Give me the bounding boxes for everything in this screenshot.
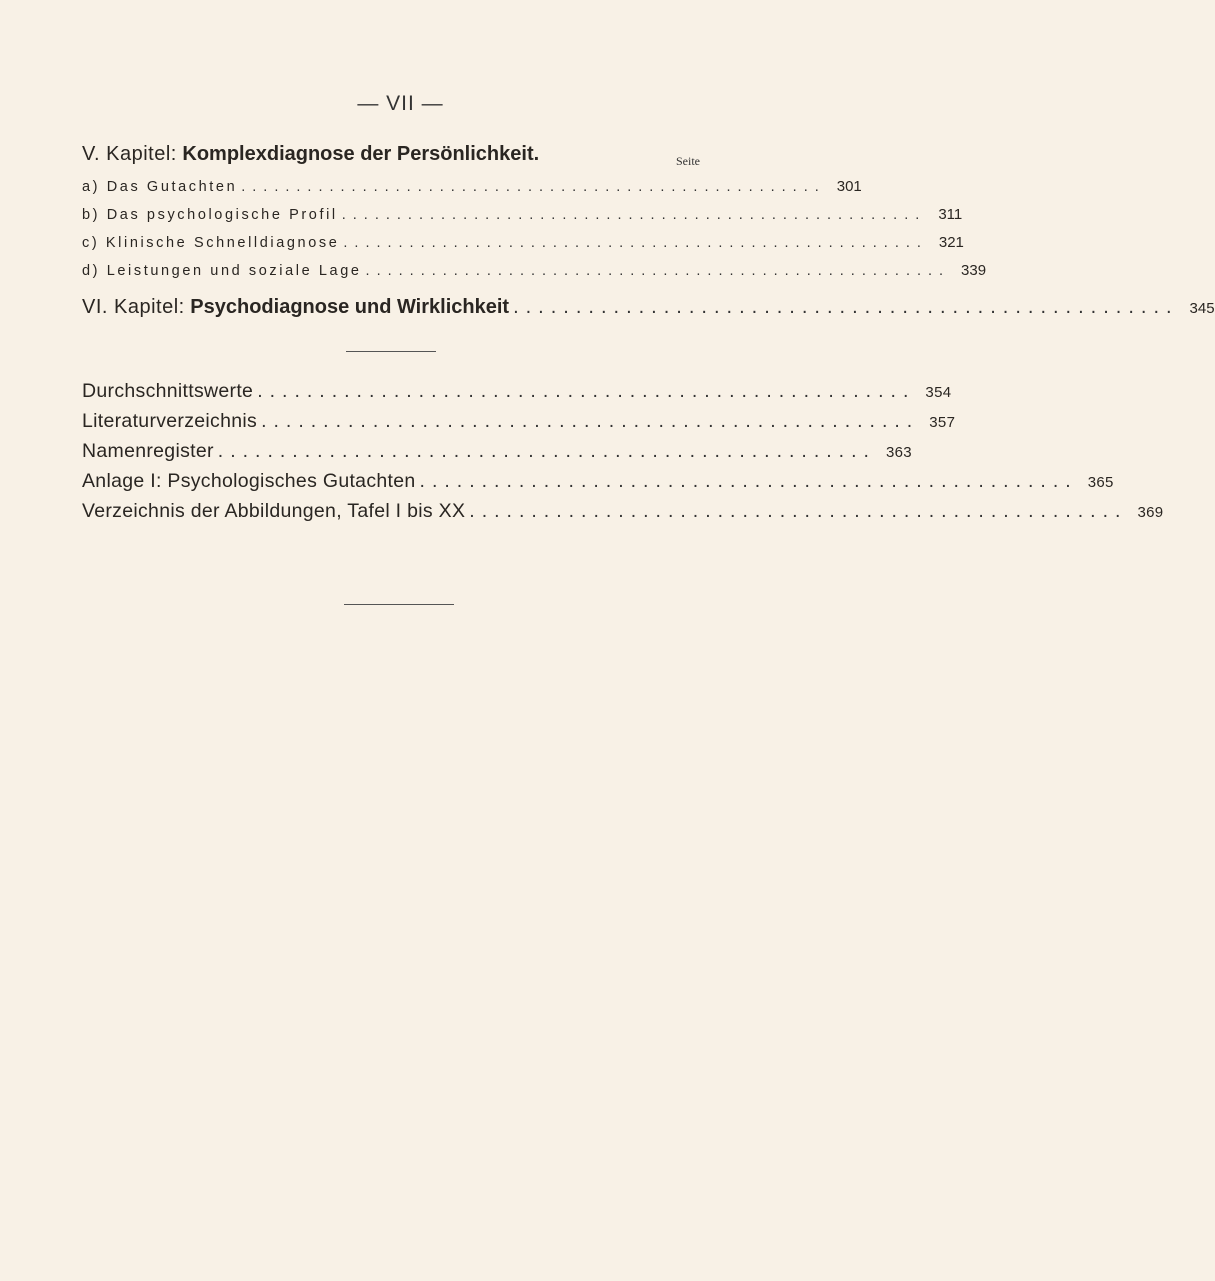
toc-entry-namenregister[interactable]: Namenregister ..................................................... 363 <box>82 440 912 462</box>
entry-page: 354 <box>925 384 952 401</box>
chapter-6-title: Psychodiagnose und Wirklichkeit <box>190 296 510 318</box>
entry-page: 311 <box>938 206 963 223</box>
entry-label: a) Das Gutachten <box>82 179 238 195</box>
toc-entry-abbildungen[interactable]: Verzeichnis der Abbildungen, Tafel I bis XX ..................................................... 369 <box>82 500 1164 522</box>
entry-page: 321 <box>938 234 964 251</box>
page-number: — VII — <box>357 92 444 115</box>
entry-page: 357 <box>929 414 956 431</box>
entry-label: b) Das psychologische Profil <box>82 207 338 223</box>
entry-label: c) Klinische Schnelldiagnose <box>82 235 340 251</box>
entry-page: 301 <box>836 178 862 195</box>
toc-entry-5b[interactable]: b) Das psychologische Profil ..................................................... 311 <box>82 206 963 223</box>
chapter-5-title: Komplexdiagnose der Persönlichkeit. <box>182 143 540 165</box>
toc-entry-anlage-1[interactable]: Anlage I: Psychologisches Gutachten ..................................................... 365 <box>82 470 1114 492</box>
chapter-6-prefix: VI. Kapitel: <box>82 296 185 318</box>
entry-label: Namenregister <box>82 440 214 462</box>
entry-label: Anlage I: Psychologisches Gutachten <box>82 470 416 492</box>
toc-entry-durchschnittswerte[interactable]: Durchschnittswerte ..................................................... 354 <box>82 380 952 402</box>
toc-entry-5a[interactable]: a) Das Gutachten ..................................................... 301 <box>82 178 862 195</box>
chapter-5-heading <box>82 143 642 166</box>
seite-label: Seite <box>676 154 700 168</box>
section-divider <box>346 351 436 352</box>
entry-label: Durchschnittswerte <box>82 380 254 402</box>
entry-page: 365 <box>1087 474 1114 491</box>
toc-entry-5d[interactable]: d) Leistungen und soziale Lage ..................................................... 339 <box>82 262 987 279</box>
toc-entry-literaturverzeichnis[interactable]: Literaturverzeichnis ..................................................... 357 <box>82 410 956 432</box>
entry-label: d) Leistungen und soziale Lage <box>82 263 362 279</box>
entry-label: Literaturverzeichnis <box>82 410 258 432</box>
toc-entry-5c[interactable]: c) Klinische Schnelldiagnose ..................................................... 321 <box>82 234 964 251</box>
entry-page: 363 <box>886 444 912 461</box>
entry-page: 339 <box>961 262 987 279</box>
toc-entry-chapter-6[interactable]: VI. Kapitel: Psychodiagnose und Wirklichkeit ..................................................... 345 <box>82 296 1215 318</box>
closing-rule <box>344 604 454 605</box>
entry-label: Verzeichnis der Abbildungen, Tafel I bis XX <box>82 500 466 522</box>
entry-page: 345 <box>1189 300 1215 317</box>
chapter-5-prefix: V. Kapitel: <box>82 143 177 165</box>
entry-page: 369 <box>1137 504 1164 521</box>
